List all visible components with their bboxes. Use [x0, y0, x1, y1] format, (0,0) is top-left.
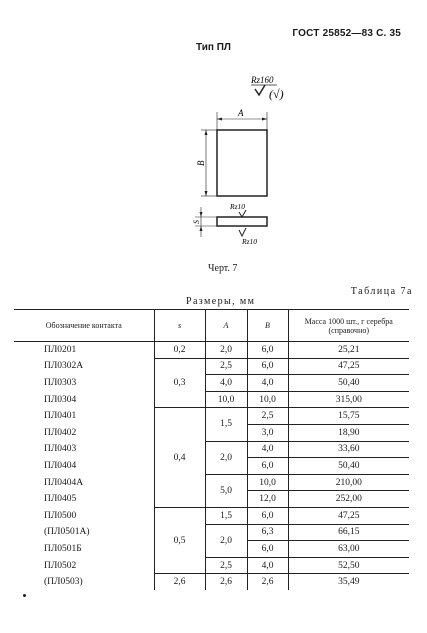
dim-b-arrow-bottom — [205, 191, 208, 196]
roughness-side-bottom-check — [239, 228, 246, 236]
dim-s-arrow-top — [200, 212, 203, 217]
cell-b: 6,0 — [247, 541, 288, 558]
cell-designation: (ПЛ0503) — [44, 576, 83, 587]
cell-mass: 18,90 — [288, 424, 409, 441]
cell-b: 10,0 — [247, 391, 288, 408]
cell-designation: ПЛ0403 — [44, 444, 77, 455]
dim-s-arrow-bottom — [200, 226, 203, 231]
cell-a: 1,5 — [205, 408, 247, 441]
cell-b: 6,0 — [247, 458, 288, 475]
cell-b: 4,0 — [247, 557, 288, 574]
dimensions-table-wrap — [14, 309, 409, 590]
cell-a: 2,0 — [205, 441, 247, 474]
cell-mass: 33,60 — [288, 441, 409, 458]
contact-type-title: Тип ПЛ — [196, 42, 231, 53]
cell-mass: 50,40 — [288, 458, 409, 475]
roughness-side-bottom-label: Rz10 — [242, 237, 257, 246]
cell-a: 2,0 — [205, 524, 247, 557]
cell-designation: ПЛ0405 — [44, 494, 77, 505]
cell-a: 5,0 — [205, 474, 247, 507]
dim-a-arrow-right — [262, 118, 267, 121]
cell-s: 0,3 — [154, 358, 205, 408]
cell-designation: ПЛ0404А — [44, 477, 84, 488]
cell-s: 0,5 — [154, 507, 205, 573]
contact-plate-outline — [217, 130, 267, 196]
header-b: B — [247, 310, 288, 342]
cell-b: 10,0 — [247, 474, 288, 491]
cell-s: 2,6 — [154, 574, 205, 590]
cell-a: 2,6 — [205, 574, 247, 590]
cell-mass: 25,21 — [288, 342, 409, 359]
header-mass: Масса 1000 шт., г серебра (справочно) — [288, 310, 409, 342]
cell-b: 6,0 — [247, 358, 288, 375]
figure-caption: Черт. 7 — [208, 263, 238, 274]
table-row — [14, 375, 409, 392]
cell-a: 2,5 — [205, 557, 247, 574]
cell-designation: ПЛ0501Б — [44, 543, 82, 554]
cell-b: 12,0 — [247, 491, 288, 508]
cell-designation: (ПЛ0501А) — [44, 527, 90, 538]
header-s: s — [154, 310, 205, 342]
cell-b: 4,0 — [247, 441, 288, 458]
table-row — [14, 441, 409, 458]
cell-mass: 47,25 — [288, 358, 409, 375]
dim-b-arrow-top — [205, 130, 208, 135]
cell-designation: ПЛ0401 — [44, 411, 77, 422]
table-row — [14, 342, 409, 359]
roughness-side-top-check — [239, 210, 246, 217]
cell-s: 0,4 — [154, 408, 205, 508]
header-designation: Обозначение контакта — [14, 310, 154, 342]
header-a: A — [205, 310, 247, 342]
cell-b: 2,5 — [247, 408, 288, 425]
cell-b: 2,6 — [247, 574, 288, 590]
roughness-bracket-symbol: (√) — [269, 87, 284, 101]
dim-s-label: S — [192, 220, 201, 224]
cell-designation: ПЛ0302А — [44, 361, 84, 372]
cell-designation: ПЛ0404 — [44, 460, 77, 471]
cell-designation: ПЛ0201 — [44, 345, 77, 356]
cell-mass: 50,40 — [288, 375, 409, 392]
table-row — [14, 574, 409, 590]
table-row — [14, 474, 409, 491]
cell-a: 2,0 — [205, 342, 247, 359]
cell-b: 6,0 — [247, 342, 288, 359]
dim-b-label: B — [196, 160, 206, 166]
cell-a: 10,0 — [205, 391, 247, 408]
cell-a: 2,5 — [205, 358, 247, 375]
cell-designation: ПЛ0402 — [44, 427, 77, 438]
cell-designation: ПЛ0500 — [44, 510, 77, 521]
cell-b: 6,3 — [247, 524, 288, 541]
cell-s: 0,2 — [154, 342, 205, 359]
cell-b: 6,0 — [247, 507, 288, 524]
table-row — [14, 524, 409, 541]
dim-a-label: A — [238, 108, 244, 118]
dim-a-arrow-left — [217, 118, 222, 121]
cell-a: 4,0 — [205, 375, 247, 392]
table-row — [14, 507, 409, 524]
cell-mass: 47,25 — [288, 507, 409, 524]
dimensions-table — [14, 309, 409, 590]
cell-mass: 210,00 — [288, 474, 409, 491]
table-row — [14, 557, 409, 574]
cell-mass: 52,50 — [288, 557, 409, 574]
table-row — [14, 391, 409, 408]
roughness-top-label: Rz160 — [251, 75, 274, 85]
cell-b: 3,0 — [247, 424, 288, 441]
cell-designation: ПЛ0502 — [44, 560, 77, 571]
cell-designation: ПЛ0303 — [44, 377, 77, 388]
cell-mass: 66,15 — [288, 524, 409, 541]
table-row — [14, 408, 409, 425]
cell-mass: 35,49 — [288, 574, 409, 590]
table-label: Таблица 7а — [350, 286, 413, 297]
cell-mass: 15,75 — [288, 408, 409, 425]
roughness-top-check — [255, 85, 265, 95]
cell-b: 4,0 — [247, 375, 288, 392]
cell-mass: 252,00 — [288, 491, 409, 508]
cell-designation: ПЛ0304 — [44, 394, 77, 405]
roughness-side-top-label: Rz10 — [230, 202, 245, 211]
cell-mass: 315,00 — [288, 391, 409, 408]
contact-side-view — [217, 217, 267, 226]
contact-drawing — [185, 66, 295, 256]
table-header-row — [14, 310, 409, 342]
table-row — [14, 358, 409, 375]
units-label: Размеры, мм — [186, 296, 256, 307]
page-header: ГОСТ 25852—83 С. 35 — [292, 28, 401, 39]
page-dot-mark — [23, 594, 26, 597]
cell-mass: 63,00 — [288, 541, 409, 558]
cell-a: 1,5 — [205, 507, 247, 524]
